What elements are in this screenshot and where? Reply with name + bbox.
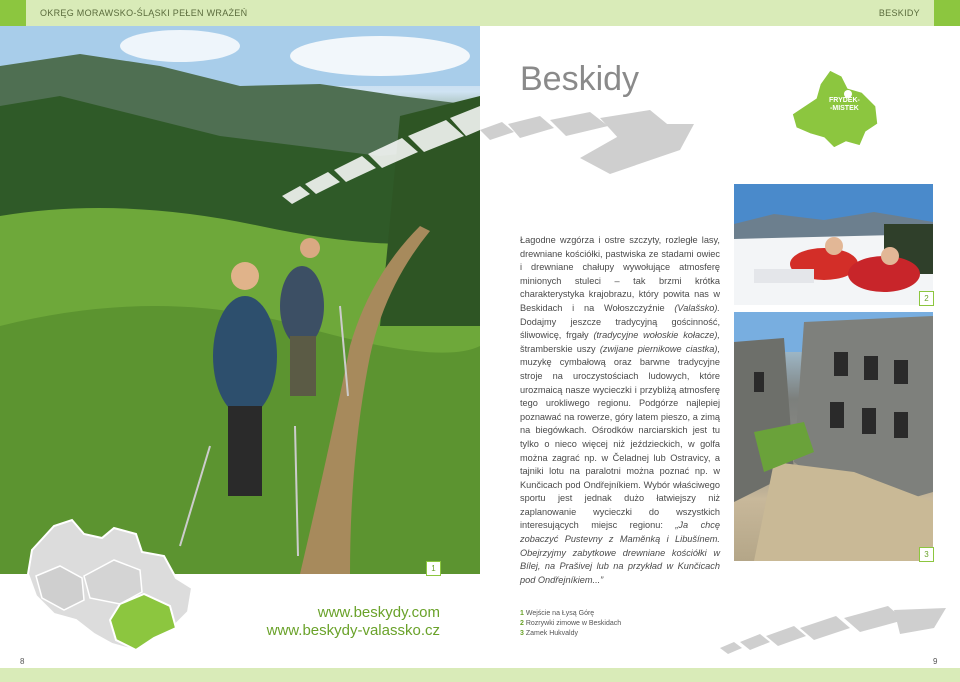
page-title: Beskidy (520, 60, 640, 98)
website-link-1[interactable]: www.beskydy.com (317, 604, 440, 621)
website-link-2[interactable]: www.beskydy-valassko.cz (266, 622, 440, 639)
body-text: Łagodne wzgórza i ostre szczyty, rozległe lasy, drewniane kościółki, pastwiska ze stadami owiec i drewniane chałupy wywołujące atmosferę minionych stuleci – tak brzmi krótka charakterystyka krajobrazu, który powita nas w Beskidach i na Wołoszczyźnie (Valašsko). Dodajmy jeszcze tradycyjną gościnność, śliwowicę, frgały (tradycyjne wołoskie kołacze), štramberskie uszy (zwijane piernikowe ciastka), muzykę cymbałową oraz barwne tradycyjne stroje na uroczystościach ludowych, które urozmaicą nasze wycieczki i przybliżą atmosferę tego urokliwego regionu. Podgórze najlepiej poznawać na rowerze, góry latem pieszo, a zimą na biegówkach. Ośrodków narciarskich jest tu tylko o nieco więcej niż jeździeckich, w golfa można zagrać np. w Čeladnej lub Ostravicy, a tajniki lotu na paralotni można poznać np. w Kunčicach pod Ondřejníkiem. Wybór właściwego sportu jest jednak dużo łatwiejszy niż zaplanowanie wycieczki do wszystkich interesujących miejsc regionu: „Ja chcę zobaczyć Pustevny z Maměnką i Libušínem. Obejrzyjmy zabytkowe drewniane kościółki w Bílej, na Prašivej lub na przykład w Kunčicach pod Ondřejníkiem...” (520, 235, 720, 585)
caption-item: 3 Zamek Hukvaldy (520, 630, 578, 637)
website-links (250, 604, 440, 640)
region-label: FRYDEK- -MISTEK (829, 97, 860, 112)
top-right-accent (934, 0, 960, 26)
top-bar (0, 0, 960, 26)
header-left: OKRĘG MORAWSKO-ŚLĄSKI PEŁEN WRAŻEŃ (40, 8, 248, 18)
hikers-photo (0, 26, 480, 574)
page-number-left: 8 (20, 657, 25, 666)
photo-number-1: 1 (426, 561, 441, 576)
photo-number-2: 2 (919, 291, 934, 306)
stripe-decoration-bottom (720, 604, 950, 654)
header-right: BESKIDY (878, 8, 920, 18)
caption-item: 2 Rozrywki zimowe w Beskidach (520, 620, 622, 627)
caption-item: 1 Wejście na Łysą Górę (520, 610, 595, 617)
country-map-icon (24, 516, 200, 656)
page-number-right: 9 (933, 657, 938, 666)
castle-photo (734, 312, 933, 561)
top-left-accent (0, 0, 26, 26)
stripe-decoration-top (480, 110, 700, 180)
bottom-bar (0, 668, 960, 682)
winter-photo (734, 184, 933, 305)
photo-number-3: 3 (919, 547, 934, 562)
photo-captions (520, 609, 621, 639)
